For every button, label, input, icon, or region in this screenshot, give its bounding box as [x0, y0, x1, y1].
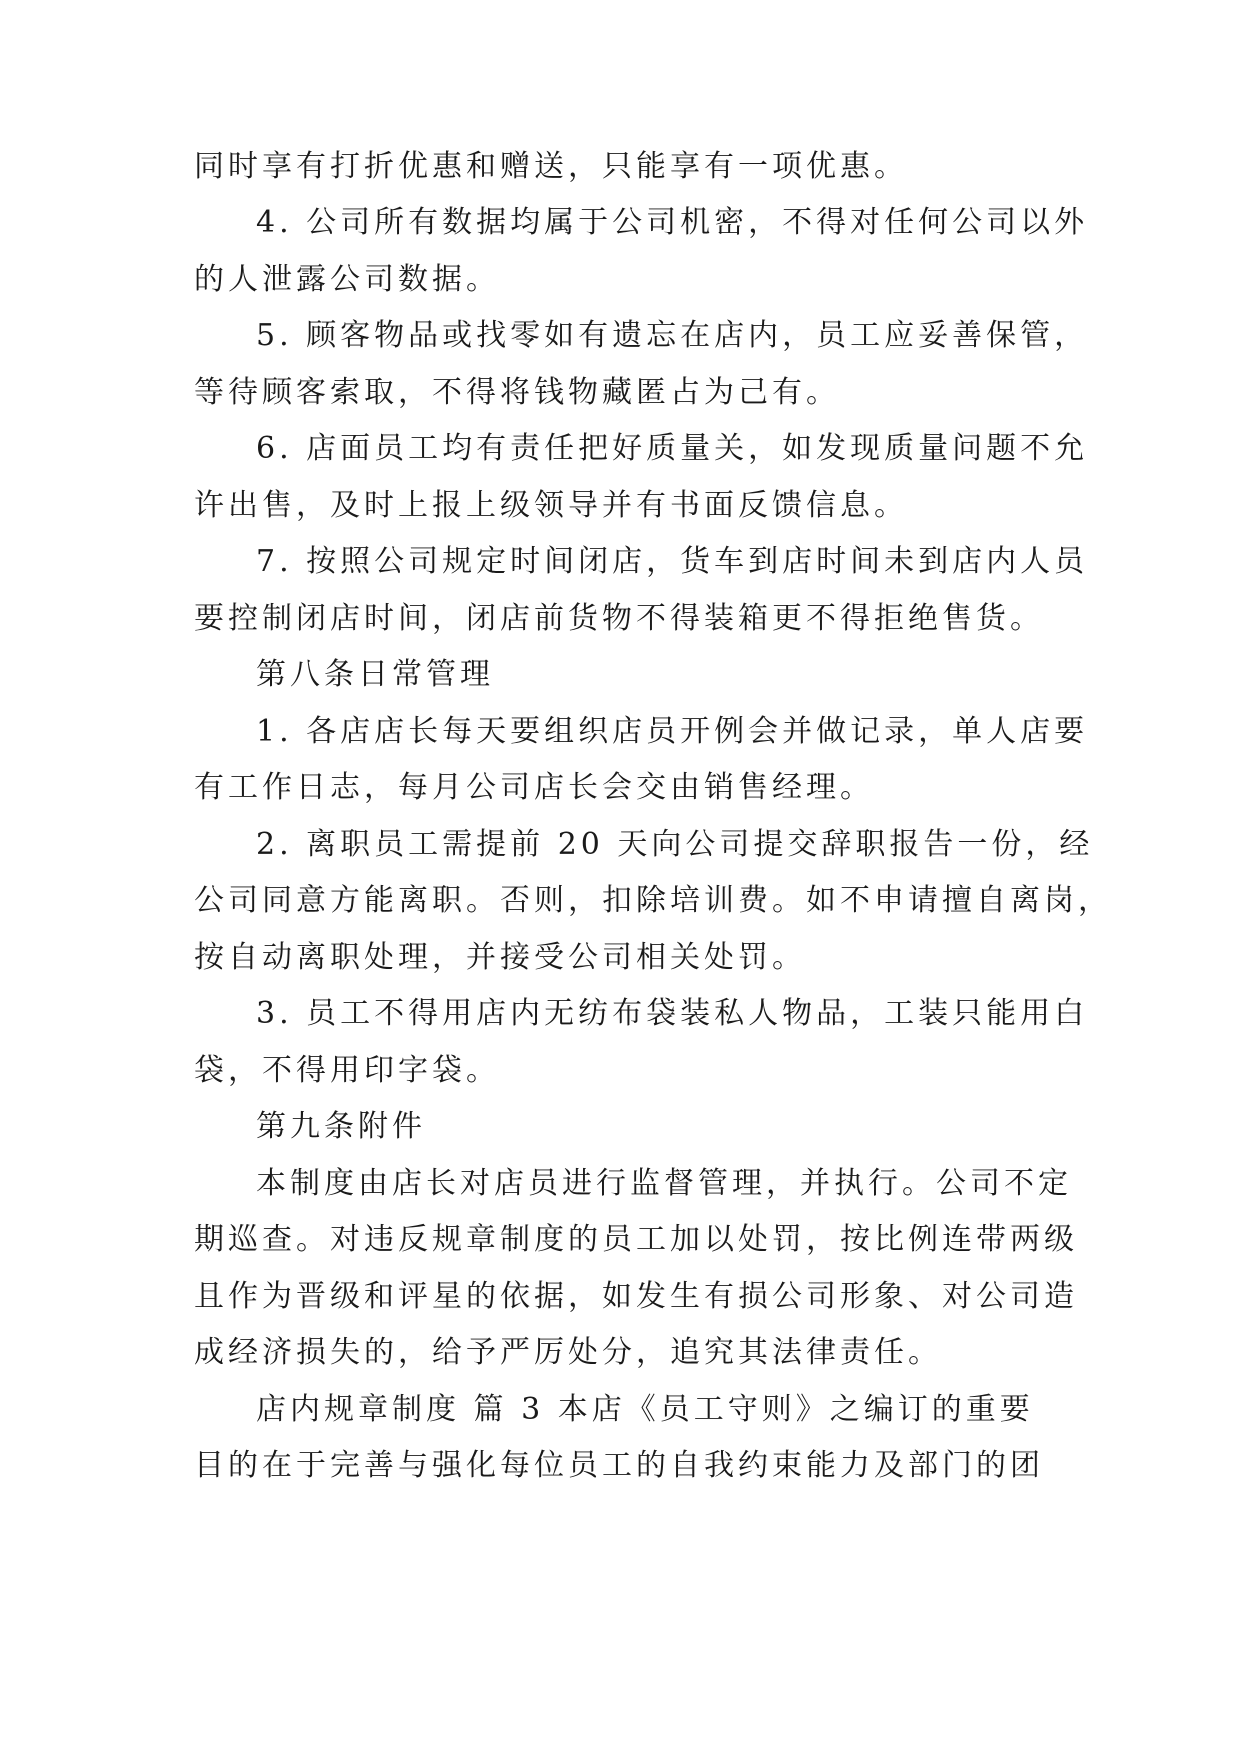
text-line: 同时享有打折优惠和赠送，只能享有一项优惠。 — [194, 149, 908, 184]
section-heading-article-9: 第九条附件 — [256, 1109, 426, 1144]
paragraph-line-3: 且作为晋级和评星的依据，如发生有损公司形象、对公司造 — [194, 1279, 1078, 1314]
list-item-1-line-2: 有工作日志，每月公司店长会交由销售经理。 — [194, 770, 874, 805]
list-item-1-line-1: 1. 各店店长每天要组织店员开例会并做记录，单人店要 — [256, 714, 1089, 749]
section-heading-article-8: 第八条日常管理 — [256, 657, 494, 692]
paragraph-line-continued: 目的在于完善与强化每位员工的自我约束能力及部门的团 — [194, 1448, 1044, 1483]
list-item-2-line-3: 按自动离职处理，并接受公司相关处罚。 — [194, 940, 806, 975]
paragraph-line-1: 本制度由店长对店员进行监督管理，并执行。公司不定 — [256, 1166, 1072, 1201]
paragraph-line-4: 成经济损失的，给予严厉处分，追究其法律责任。 — [194, 1335, 942, 1370]
list-item-4-line-2: 的人泄露公司数据。 — [194, 262, 500, 297]
list-item-6-line-1: 6. 店面员工均有责任把好质量关，如发现质量问题不允 — [256, 431, 1089, 466]
list-item-7-line-1: 7. 按照公司规定时间闭店，货车到店时间未到店内人员 — [256, 544, 1089, 579]
list-item-4-line-1: 4. 公司所有数据均属于公司机密，不得对任何公司以外 — [256, 205, 1089, 240]
list-item-3-line-2: 袋，不得用印字袋。 — [194, 1053, 500, 1088]
list-item-2-line-2: 公司同意方能离职。否则，扣除培训费。如不申请擅自离岗， — [194, 883, 1112, 918]
list-item-5-line-2: 等待顾客索取，不得将钱物藏匿占为己有。 — [194, 375, 840, 410]
list-item-2-line-1: 2. 离职员工需提前 20 天向公司提交辞职报告一份，经 — [256, 827, 1094, 862]
list-item-7-line-2: 要控制闭店时间，闭店前货物不得装箱更不得拒绝售货。 — [194, 601, 1044, 636]
section-title-part-3: 店内规章制度 篇 3 本店《员工守则》之编订的重要 — [256, 1392, 1034, 1427]
paragraph-line-2: 期巡查。对违反规章制度的员工加以处罚，按比例连带两级 — [194, 1222, 1078, 1257]
list-item-5-line-1: 5. 顾客物品或找零如有遗忘在店内，员工应妥善保管， — [256, 318, 1089, 353]
list-item-3-line-1: 3. 员工不得用店内无纺布袋装私人物品，工装只能用白 — [256, 996, 1089, 1031]
list-item-6-line-2: 许出售，及时上报上级领导并有书面反馈信息。 — [194, 488, 908, 523]
